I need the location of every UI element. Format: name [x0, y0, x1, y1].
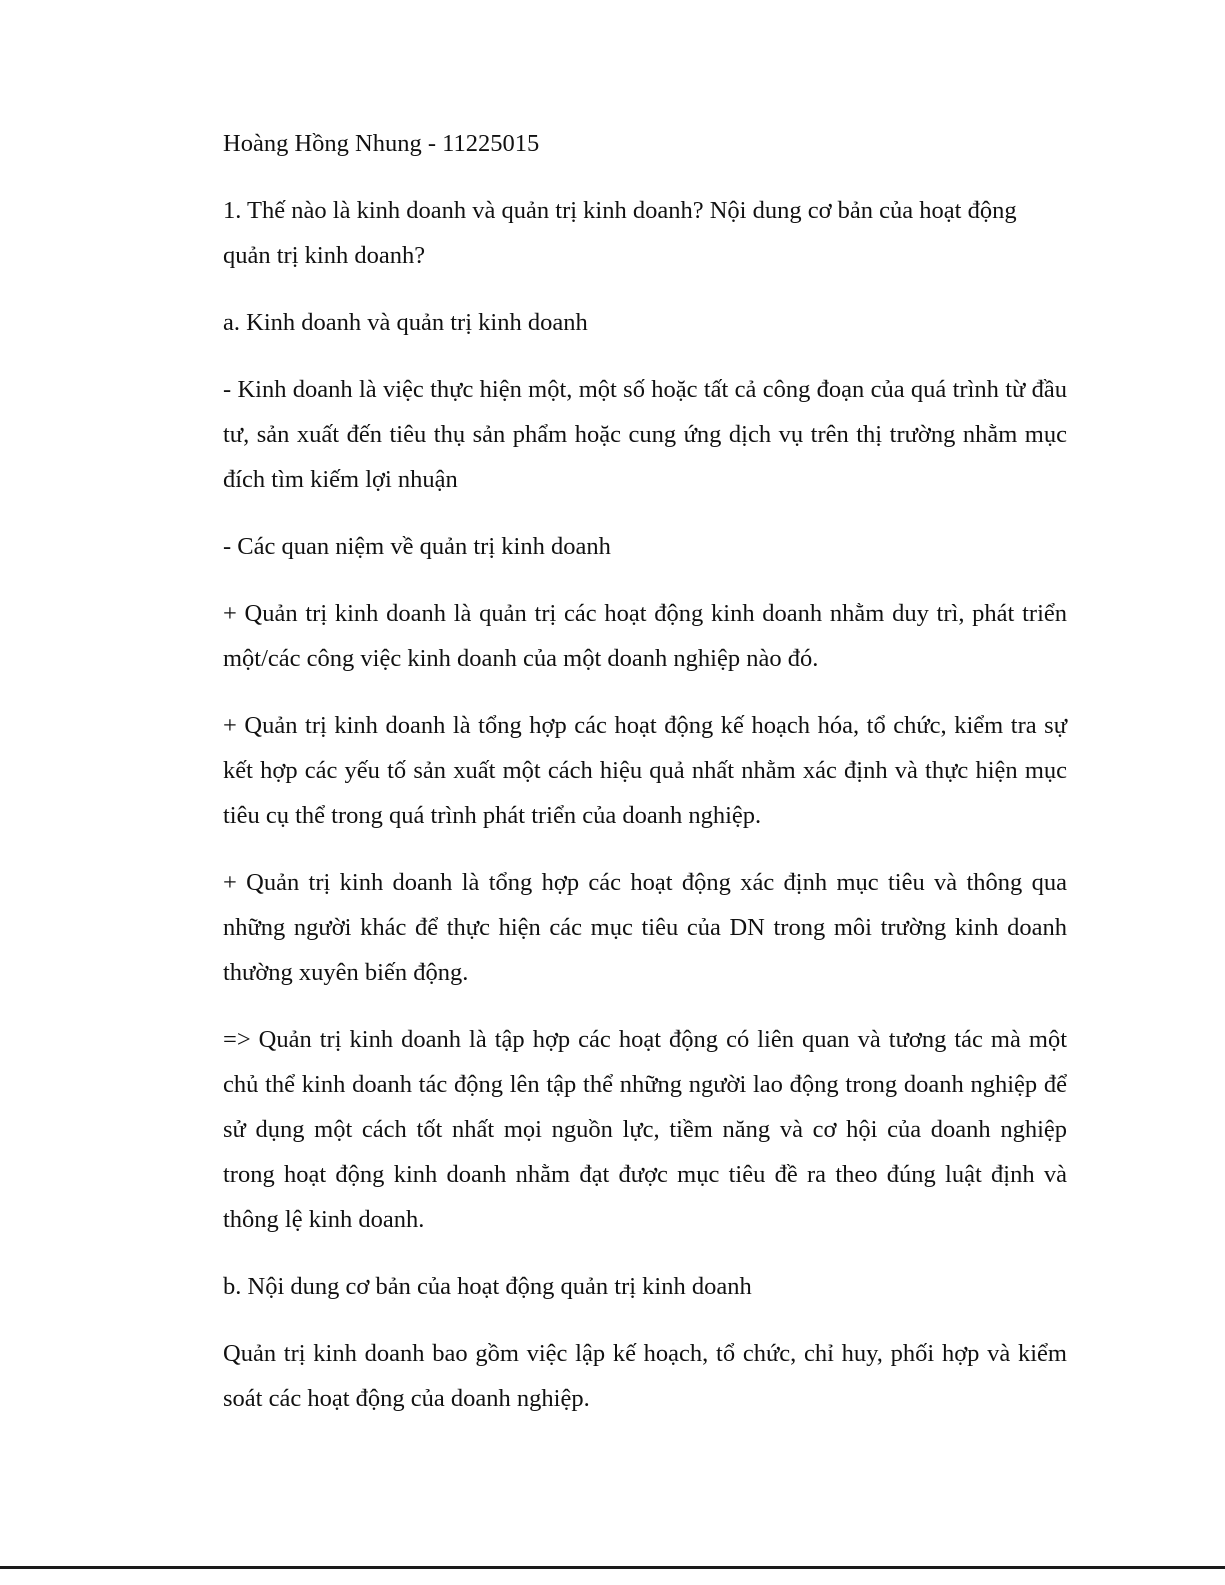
page-bottom-border [0, 1566, 1225, 1569]
question-heading: 1. Thế nào là kinh doanh và quản trị kinh doanh? Nội dung cơ bản của hoạt động quản trị kinh doanh? [223, 197, 1017, 269]
concept-3: + Quản trị kinh doanh là tổng hợp các hoạt động xác định mục tiêu và thông qua những người khác để thực hiện các mục tiêu của DN trong môi trường kinh doanh thường xuyên biến động. [223, 869, 1067, 986]
section-b-heading: b. Nội dung cơ bản của hoạt động quản trị kinh doanh [223, 1273, 752, 1300]
section-b-content: Quản trị kinh doanh bao gồm việc lập kế hoạch, tổ chức, chỉ huy, phối hợp và kiểm soát các hoạt động của doanh nghiệp. [223, 1340, 1067, 1412]
business-definition: - Kinh doanh là việc thực hiện một, một số hoặc tất cả công đoạn của quá trình từ đầu tư, sản xuất đến tiêu thụ sản phẩm hoặc cung ứng dịch vụ trên thị trường nhằm mục đích tìm kiếm lợi nhuận [223, 376, 1067, 493]
management-concepts-heading: - Các quan niệm về quản trị kinh doanh [223, 533, 611, 560]
concept-2: + Quản trị kinh doanh là tổng hợp các hoạt động kế hoạch hóa, tổ chức, kiểm tra sự kết hợp các yếu tố sản xuất một cách hiệu quả nhất nhằm xác định và thực hiện mục tiêu cụ thể trong quá trình phát triển của doanh nghiệp. [223, 712, 1067, 829]
section-a-heading: a. Kinh doanh và quản trị kinh doanh [223, 309, 588, 336]
author-line: Hoàng Hồng Nhung - 11225015 [223, 130, 540, 157]
document-body [223, 121, 1067, 1443]
conclusion: => Quản trị kinh doanh là tập hợp các hoạt động có liên quan và tương tác mà một chủ thể kinh doanh tác động lên tập thể những người lao động trong doanh nghiệp để sử dụng một cách tốt nhất mọi nguồn lực, tiềm năng và cơ hội của doanh nghiệp trong hoạt động kinh doanh nhằm đạt được mục tiêu đề ra theo đúng luật định và thông lệ kinh doanh. [223, 1026, 1067, 1233]
concept-1: + Quản trị kinh doanh là quản trị các hoạt động kinh doanh nhằm duy trì, phát triển một/các công việc kinh doanh của một doanh nghiệp nào đó. [223, 600, 1067, 672]
